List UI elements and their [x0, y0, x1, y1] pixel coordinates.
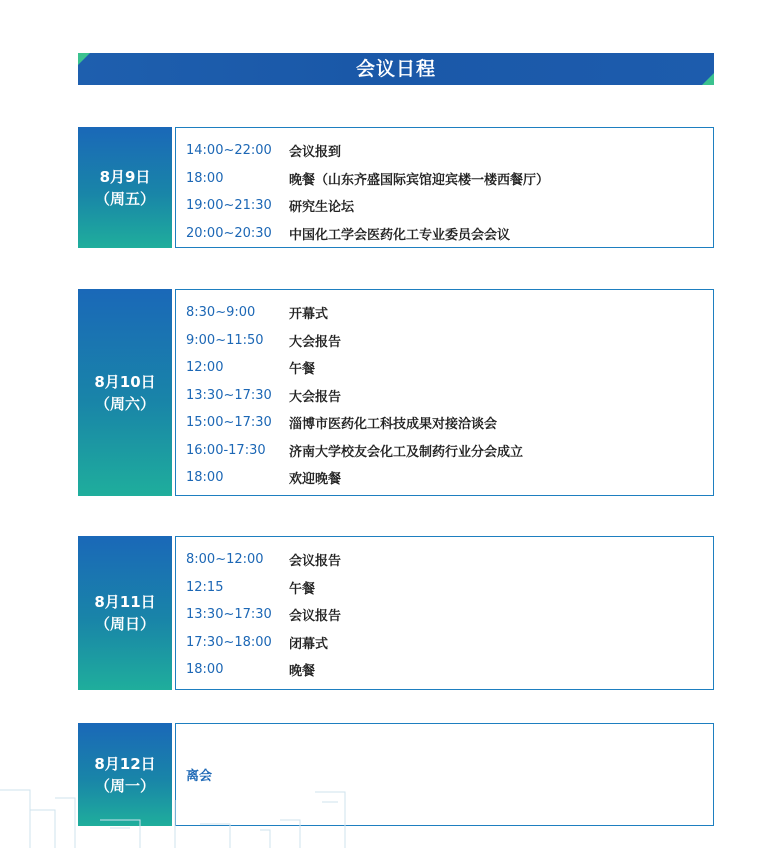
row-time: 15:00~17:30: [186, 415, 272, 431]
row-event: 闭幕式: [289, 636, 329, 652]
day-date: 8月12日: [94, 754, 156, 773]
row-event: 晚餐: [289, 664, 316, 680]
day-weekday: （周五）: [94, 189, 155, 208]
day-date-label: [78, 127, 172, 248]
schedule-row: [186, 574, 713, 602]
row-event: 开幕式: [289, 307, 329, 323]
city-outline-decoration: [0, 780, 360, 848]
row-event: 午餐: [289, 581, 316, 597]
row-time: 9:00~11:50: [186, 332, 264, 348]
row-event: 研究生论坛: [289, 200, 355, 216]
row-time: 8:00~12:00: [186, 552, 264, 568]
row-time: 20:00~20:30: [186, 225, 272, 241]
day-weekday: （周日）: [94, 615, 155, 633]
row-event: 午餐: [289, 362, 316, 378]
row-time: 14:00~22:00: [186, 143, 272, 159]
schedule-row: [186, 327, 713, 355]
banner-corner-accent: [702, 73, 714, 85]
schedule-row: [186, 464, 713, 492]
schedule-row: [186, 656, 713, 684]
schedule-row: [186, 546, 713, 574]
banner-corner-accent: [78, 53, 90, 65]
row-time: 19:00~21:30: [186, 198, 272, 214]
schedule-row: [186, 601, 713, 629]
schedule-row: [186, 299, 713, 327]
day-date-label: [78, 289, 172, 496]
schedule-row: [186, 382, 713, 410]
row-time: 18:00: [186, 662, 224, 678]
row-event: 淄博市医药化工科技成果对接洽谈会: [289, 417, 498, 433]
day-items: [175, 289, 714, 496]
day-date: 8月10日: [94, 372, 156, 391]
day-items: [175, 127, 714, 248]
schedule-row: [186, 192, 713, 220]
row-time: 17:30~18:00: [186, 634, 272, 650]
row-event: 欢迎晚餐: [289, 472, 342, 488]
row-time: 13:30~17:30: [186, 607, 272, 623]
row-event: 晚餐（山东齐盛国际宾馆迎宾楼一楼西餐厅）: [289, 172, 550, 188]
row-time: 18:00: [186, 170, 224, 186]
row-event: 大会报告: [289, 389, 342, 405]
day-date: 8月9日: [99, 167, 151, 186]
row-time: 8:30~9:00: [186, 305, 256, 321]
day-block-aug-11: [78, 536, 714, 690]
row-event: 离会: [186, 769, 213, 784]
day-date: 8月11日: [94, 593, 156, 611]
schedule-row: [186, 629, 713, 657]
row-event: 中国化工学会医药化工专业委员会会议: [289, 227, 511, 243]
row-time: 12:15: [186, 579, 224, 595]
day-block-aug-10: [78, 289, 714, 496]
row-time: 13:30~17:30: [186, 387, 272, 403]
row-time: 18:00: [186, 470, 224, 486]
day-block-aug-9: [78, 127, 714, 248]
page-title: 会议日程: [355, 58, 436, 80]
row-event: 大会报告: [289, 334, 342, 350]
day-weekday: （周一）: [94, 776, 155, 795]
schedule-row: [186, 409, 713, 437]
schedule-row: [186, 354, 713, 382]
row-time: 12:00: [186, 360, 224, 376]
schedule-row: [186, 220, 713, 248]
day-date-label: [78, 536, 172, 690]
schedule-row: [186, 137, 713, 165]
schedule-title-banner: [78, 53, 714, 85]
day-weekday: （周六）: [94, 394, 155, 413]
row-event: 济南大学校友会化工及制药行业分会成立: [289, 444, 524, 460]
schedule-row: [186, 437, 713, 465]
day-items: [175, 536, 714, 690]
row-event: 会议报告: [289, 609, 342, 625]
row-time: 16:00-17:30: [186, 442, 266, 458]
row-event: 会议报告: [289, 554, 342, 570]
schedule-row: [186, 165, 713, 193]
row-event: 会议报到: [289, 145, 342, 161]
